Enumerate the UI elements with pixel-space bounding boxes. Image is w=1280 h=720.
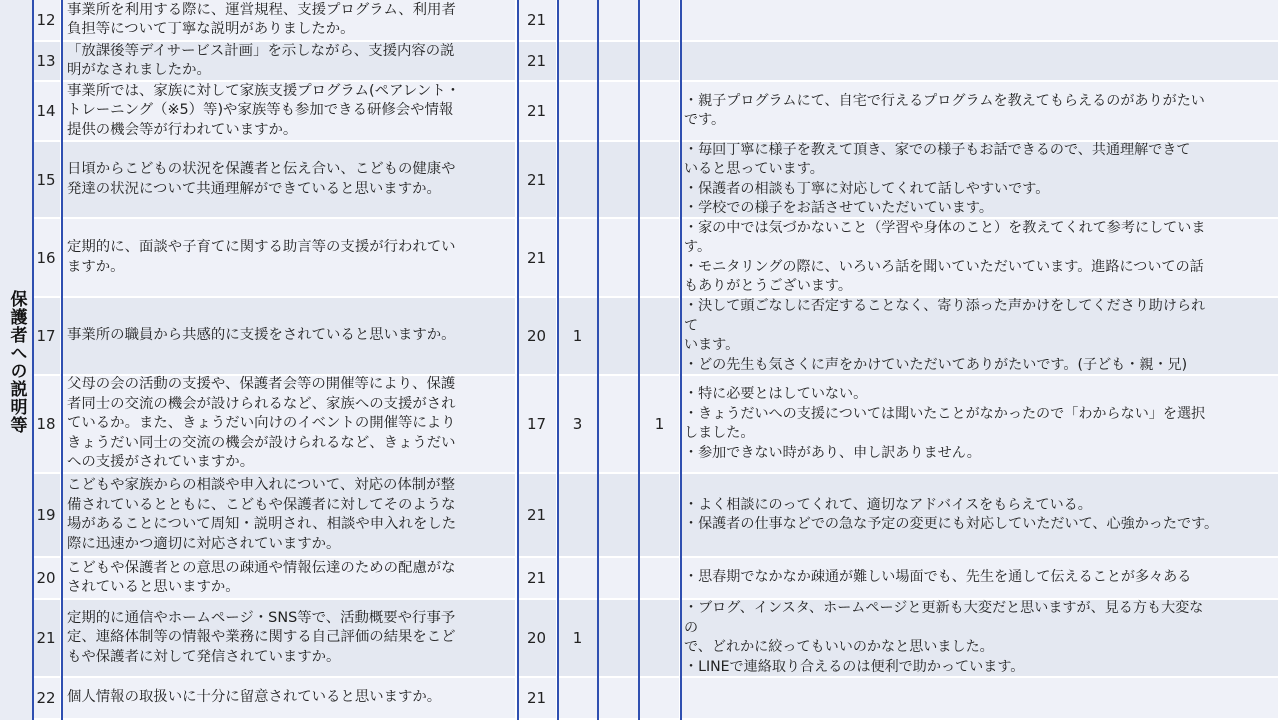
question-number: 12	[32, 0, 62, 42]
question-text	[62, 474, 517, 558]
response-count	[558, 82, 599, 142]
question-text	[62, 142, 517, 219]
question-line: トレーニング（※5）等)や家族等も参加できる研修会や情報	[67, 102, 454, 119]
comment-line: ・決して頭ごなしに否定することなく、寄り添った声かけをしてくださり助けられ	[684, 298, 1206, 314]
response-count	[558, 558, 599, 600]
question-line: 父母の会の活動の支援や、保護者会等の開催等により、保護	[67, 376, 456, 393]
comment-line: ・モニタリングの際に、いろいろ話を聞いていただいています。進路についての話	[684, 258, 1204, 275]
question-line: 際に迅速かつ適切に対応されていますか。	[67, 535, 341, 552]
response-count	[558, 142, 599, 219]
comment-line: しました。	[684, 425, 755, 441]
question-line: 個人情報の取扱いに十分に留意されていると思いますか。	[67, 689, 442, 706]
comment-line: ・きょうだいへの支援については聞いたことがなかったので「わからない」を選択	[684, 405, 1206, 422]
response-count	[558, 0, 599, 42]
question-text	[62, 219, 517, 298]
response-count	[599, 219, 640, 298]
response-count	[599, 0, 640, 42]
comment-line: ・学校での様子をお話させていただいています。	[684, 200, 993, 216]
comment-line: で、どれかに絞ってもいいのかなと思いました。	[684, 639, 994, 655]
question-line: への支援がされていますか。	[67, 454, 255, 471]
question-number: 14	[32, 82, 62, 142]
column-divider	[680, 0, 682, 720]
response-count	[640, 678, 681, 720]
column-divider	[638, 0, 640, 720]
question-line: 定、連絡体制等の情報や業務に関する自己評価の結果をこど	[67, 629, 456, 646]
response-count: 20	[517, 298, 558, 376]
question-number: 13	[32, 42, 62, 82]
response-count	[640, 0, 681, 42]
table-row	[0, 0, 1280, 42]
comment-line: の	[684, 619, 699, 636]
response-count	[558, 678, 599, 720]
comment-cell	[681, 558, 1280, 600]
response-count: 1	[558, 298, 599, 376]
response-count	[599, 600, 640, 678]
question-text	[62, 376, 517, 474]
question-line: こどもや保護者との意思の疎通や情報伝達のための配慮がな	[67, 559, 456, 576]
question-line: ますか。	[67, 258, 125, 275]
response-count	[640, 558, 681, 600]
response-count	[599, 142, 640, 219]
comment-line: です。	[684, 112, 726, 128]
question-line: 明がなされましたか。	[67, 62, 211, 78]
response-count: 17	[517, 376, 558, 474]
table-row	[0, 474, 1280, 558]
comment-cell	[681, 474, 1280, 558]
question-line: 「放課後等デイサービス計画」を示しながら、支援内容の説	[67, 42, 455, 59]
comment-cell	[681, 600, 1280, 678]
response-count	[640, 42, 681, 82]
column-divider	[32, 0, 34, 720]
response-count: 21	[517, 82, 558, 142]
response-count	[558, 219, 599, 298]
comment-cell	[681, 219, 1280, 298]
table-row	[0, 558, 1280, 600]
table-row	[0, 82, 1280, 142]
comment-cell	[681, 82, 1280, 142]
question-line: きょうだい同士の交流の機会が設けられるなど、きょうだい	[67, 434, 456, 451]
column-divider	[597, 0, 599, 720]
comment-line: ・毎回丁寧に様子を教えて頂き、家での様子もお話できるので、共通理解できて	[684, 141, 1191, 158]
question-number: 17	[32, 298, 62, 376]
response-count	[599, 558, 640, 600]
response-count	[640, 600, 681, 678]
response-count: 1	[558, 600, 599, 678]
response-count	[640, 142, 681, 219]
comment-cell	[681, 298, 1280, 376]
comment-line: ・どの先生も気さくに声をかけていただいてありがたいです。(子ども・親・兄)	[684, 356, 1188, 373]
question-number: 16	[32, 219, 62, 298]
response-count	[599, 678, 640, 720]
question-text	[62, 42, 517, 82]
comment-cell	[681, 678, 1280, 720]
table-row	[0, 42, 1280, 82]
question-number: 20	[32, 558, 62, 600]
response-count	[599, 376, 640, 474]
response-count	[640, 82, 681, 142]
question-line: 事業所の職員から共感的に支援をされていると思いますか。	[67, 327, 456, 344]
question-line: もや保護者に対して発信されていますか。	[67, 648, 341, 665]
response-count: 21	[517, 142, 558, 219]
question-line: 負担等について丁寧な説明がありましたか。	[67, 21, 355, 37]
question-line: 事業所では、家族に対して家族支援プログラム(ペアレント・	[67, 82, 461, 99]
question-number: 21	[32, 600, 62, 678]
question-number: 18	[32, 376, 62, 474]
question-line: 定期的に通信やホームページ・SNS等で、活動概要や行事予	[67, 609, 456, 626]
comment-cell	[681, 376, 1280, 474]
table-row	[0, 678, 1280, 720]
comment-line: ・家の中では気づかないこと（学習や身体のこと）を教えてくれて参考にしていま	[684, 219, 1206, 236]
table-row	[0, 600, 1280, 678]
comment-line: います。	[684, 337, 740, 353]
question-line: 提供の機会等が行われていますか。	[67, 121, 298, 138]
comment-line: ・よく相談にのってくれて、適切なアドバイスをもらえている。	[684, 496, 1092, 513]
question-line: 発達の状況について共通理解ができていると思いますか。	[67, 180, 441, 197]
question-line: ているか。また、きょうだい向けのイベントの開催等により	[67, 415, 456, 432]
response-count: 21	[517, 219, 558, 298]
response-count	[558, 474, 599, 558]
comment-cell	[681, 42, 1280, 82]
response-count: 21	[517, 0, 558, 42]
response-count	[599, 42, 640, 82]
question-line: 事業所を利用する際に、運営規程、支援プログラム、利用者	[67, 1, 456, 18]
comment-line: て	[684, 317, 699, 334]
table-row	[0, 298, 1280, 376]
question-line: 定期的に、面談や子育てに関する助言等の支援が行われてい	[67, 239, 456, 255]
question-line: こどもや家族からの相談や申入れについて、対応の体制が整	[67, 477, 455, 493]
comment-line: ・思春期でなかなか疎通が難しい場面でも、先生を通して伝えることが多々ある	[684, 569, 1192, 586]
question-number: 15	[32, 142, 62, 219]
question-number: 22	[32, 678, 62, 720]
question-line: 者同士の交流の機会が設けられるなど、家族への支援がされ	[67, 395, 456, 412]
table-row	[0, 142, 1280, 219]
response-count: 21	[517, 42, 558, 82]
response-count	[599, 474, 640, 558]
comment-line: ・保護者の仕事などでの急な予定の変更にも対応していただいて、心強かったです。	[684, 516, 1219, 532]
comment-line: す。	[684, 239, 712, 255]
comment-cell	[681, 0, 1280, 42]
response-count: 20	[517, 600, 558, 678]
table-row	[0, 219, 1280, 298]
response-count: 21	[517, 678, 558, 720]
comment-line: いると思っています。	[684, 161, 824, 177]
comment-cell	[681, 142, 1280, 219]
comment-line: ・ブログ、インスタ、ホームページと更新も大変だと思いますが、見る方も大変な	[684, 600, 1204, 616]
response-count: 21	[517, 474, 558, 558]
response-count: 21	[517, 558, 558, 600]
question-text	[62, 82, 517, 142]
category-label: 保護者への説明等	[6, 290, 27, 434]
comment-line: ・特に必要とはしていない。	[684, 386, 868, 402]
response-count	[599, 82, 640, 142]
response-count: 1	[640, 376, 681, 474]
response-count	[599, 298, 640, 376]
column-divider	[557, 0, 559, 720]
response-count	[640, 219, 681, 298]
question-text	[62, 678, 517, 720]
response-count	[558, 42, 599, 82]
response-count: 3	[558, 376, 599, 474]
question-line: 日頃からこどもの状況を保護者と伝え合い、こどもの健康や	[67, 161, 456, 177]
question-text	[62, 0, 517, 42]
question-text	[62, 558, 517, 600]
comment-line: ・保護者の相談も丁寧に対応してくれて話しやすいです。	[684, 180, 1050, 197]
response-count	[640, 474, 681, 558]
table-row	[0, 376, 1280, 474]
column-divider	[517, 0, 519, 720]
question-text	[62, 298, 517, 376]
question-line: 場があることについて周知・説明され、相談や申入れをした	[67, 516, 457, 532]
question-number: 19	[32, 474, 62, 558]
question-line: されていると思いますか。	[67, 579, 240, 595]
comment-line: もありがとうございます。	[684, 278, 852, 294]
comment-line: ・親子プログラムにて、自宅で行えるプログラムを教えてもらえるのがありがたい	[684, 92, 1205, 109]
column-divider	[61, 0, 63, 720]
question-line: 備されているとともに、こどもや保護者に対してそのような	[67, 496, 456, 513]
question-text	[62, 600, 517, 678]
comment-line: ・参加できない時があり、申し訳ありません。	[684, 444, 981, 461]
response-count	[640, 298, 681, 376]
comment-line: ・LINEで連絡取り合えるのは便利で助かっています。	[684, 658, 1025, 675]
